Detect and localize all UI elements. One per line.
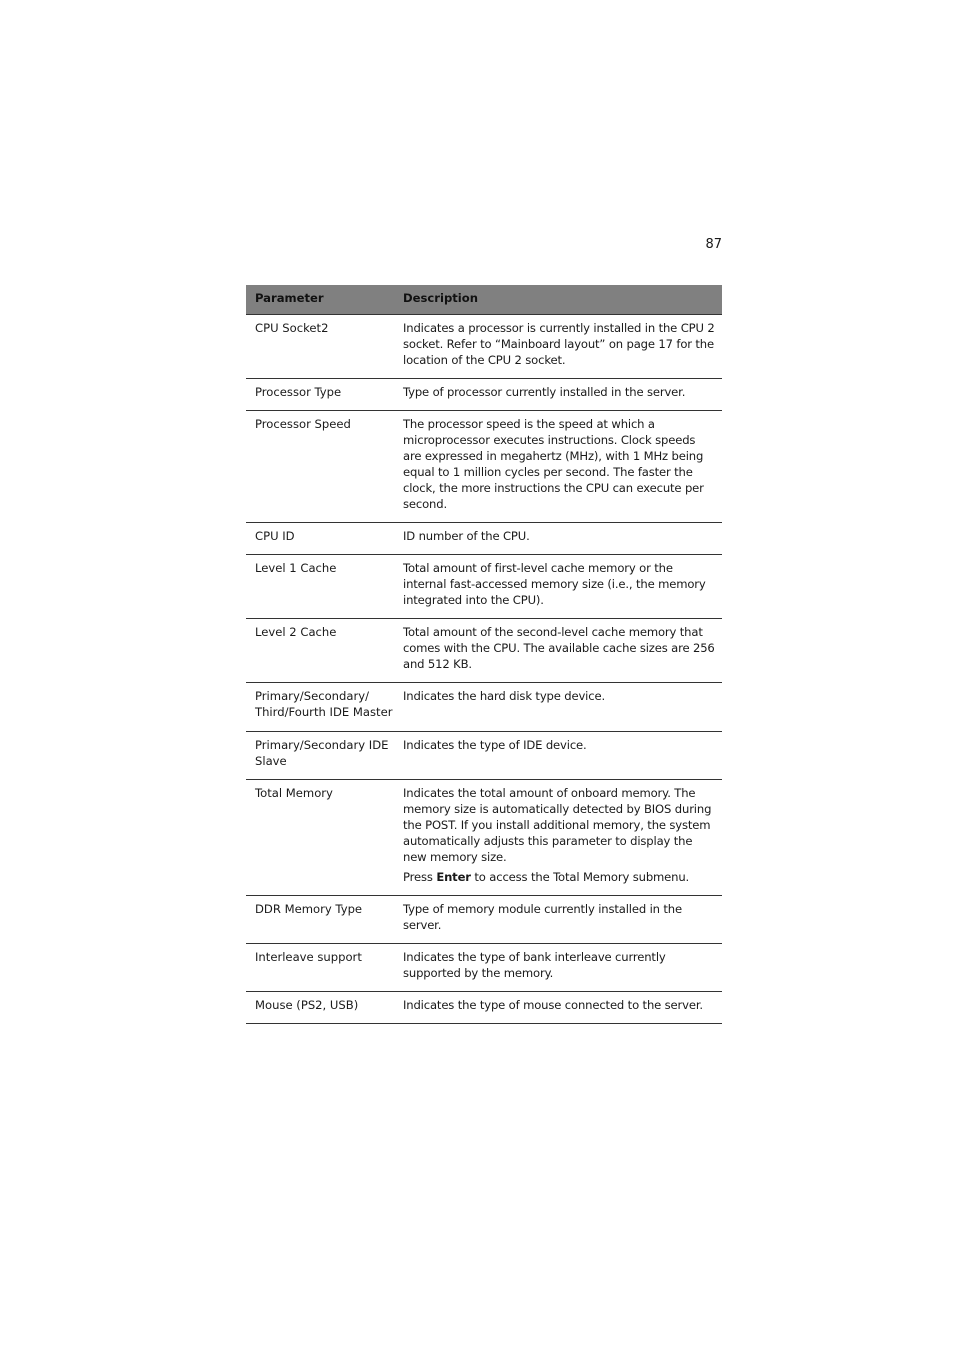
description-cell: The processor speed is the speed at which a microprocessor executes instructions. Clock speeds are expressed in megahertz (MHz), with 1 MHz being equal to 1 million cycles per second. The faster the clock, the more instructions the CPU can execute per second. [394,411,722,523]
parameter-cell: DDR Memory Type [246,896,394,944]
parameter-cell: Total Memory [246,780,394,896]
description-cell: Indicates the type of mouse connected to the server. [394,992,722,1024]
table-row [246,523,722,555]
parameter-cell: CPU ID [246,523,394,555]
table-row [246,780,722,896]
table-row [246,896,722,944]
parameter-cell: Processor Speed [246,411,394,523]
description-cell: Indicates the hard disk type device. [394,683,722,732]
description-cell: Type of processor currently installed in the server. [394,379,722,411]
table-row [246,315,722,379]
description-cell: Total amount of first-level cache memory or the internal fast-accessed memory size (i.e., the memory integrated into the CPU). [394,555,722,619]
description-cell: Type of memory module currently installed in the server. [394,896,722,944]
parameter-cell: Interleave support [246,944,394,992]
description-cell: ID number of the CPU. [394,523,722,555]
parameter-cell: Primary/Secondary/ Third/Fourth IDE Master [246,683,394,732]
parameter-cell: Level 1 Cache [246,555,394,619]
parameter-table [246,285,722,1024]
parameter-cell: Mouse (PS2, USB) [246,992,394,1024]
table-row [246,619,722,683]
table-row [246,732,722,780]
table-row [246,555,722,619]
description-cell: Indicates a processor is currently installed in the CPU 2 socket. Refer to “Mainboard layout” on page 17 for the location of the CPU 2 socket. [394,315,722,379]
parameter-cell: CPU Socket2 [246,315,394,379]
header-description: Description [394,285,722,315]
header-parameter: Parameter [246,285,394,315]
description-cell: Indicates the type of IDE device. [394,732,722,780]
table-row [246,411,722,523]
table-header-row [246,285,722,315]
note-prefix: Press [403,870,437,884]
parameter-cell: Primary/Secondary IDE Slave [246,732,394,780]
description-cell: Indicates the type of bank interleave currently supported by the memory. [394,944,722,992]
submenu-note [403,869,716,885]
note-suffix: to access the Total Memory submenu. [470,870,690,884]
description-cell: Total amount of the second-level cache memory that comes with the CPU. The available cache sizes are 256 and 512 KB. [394,619,722,683]
table-row [246,683,722,732]
parameter-cell: Level 2 Cache [246,619,394,683]
parameter-cell: Processor Type [246,379,394,411]
description-cell [394,780,722,896]
description-text: Indicates the total amount of onboard memory. The memory size is automatically detected by BIOS during the POST. If you install additional memory, the system automatically adjusts this parameter to display the new memory size. [403,786,712,864]
table-row [246,944,722,992]
page-number: 87 [705,237,722,252]
enter-key-label: Enter [436,870,471,884]
table-row [246,379,722,411]
table-row [246,992,722,1024]
